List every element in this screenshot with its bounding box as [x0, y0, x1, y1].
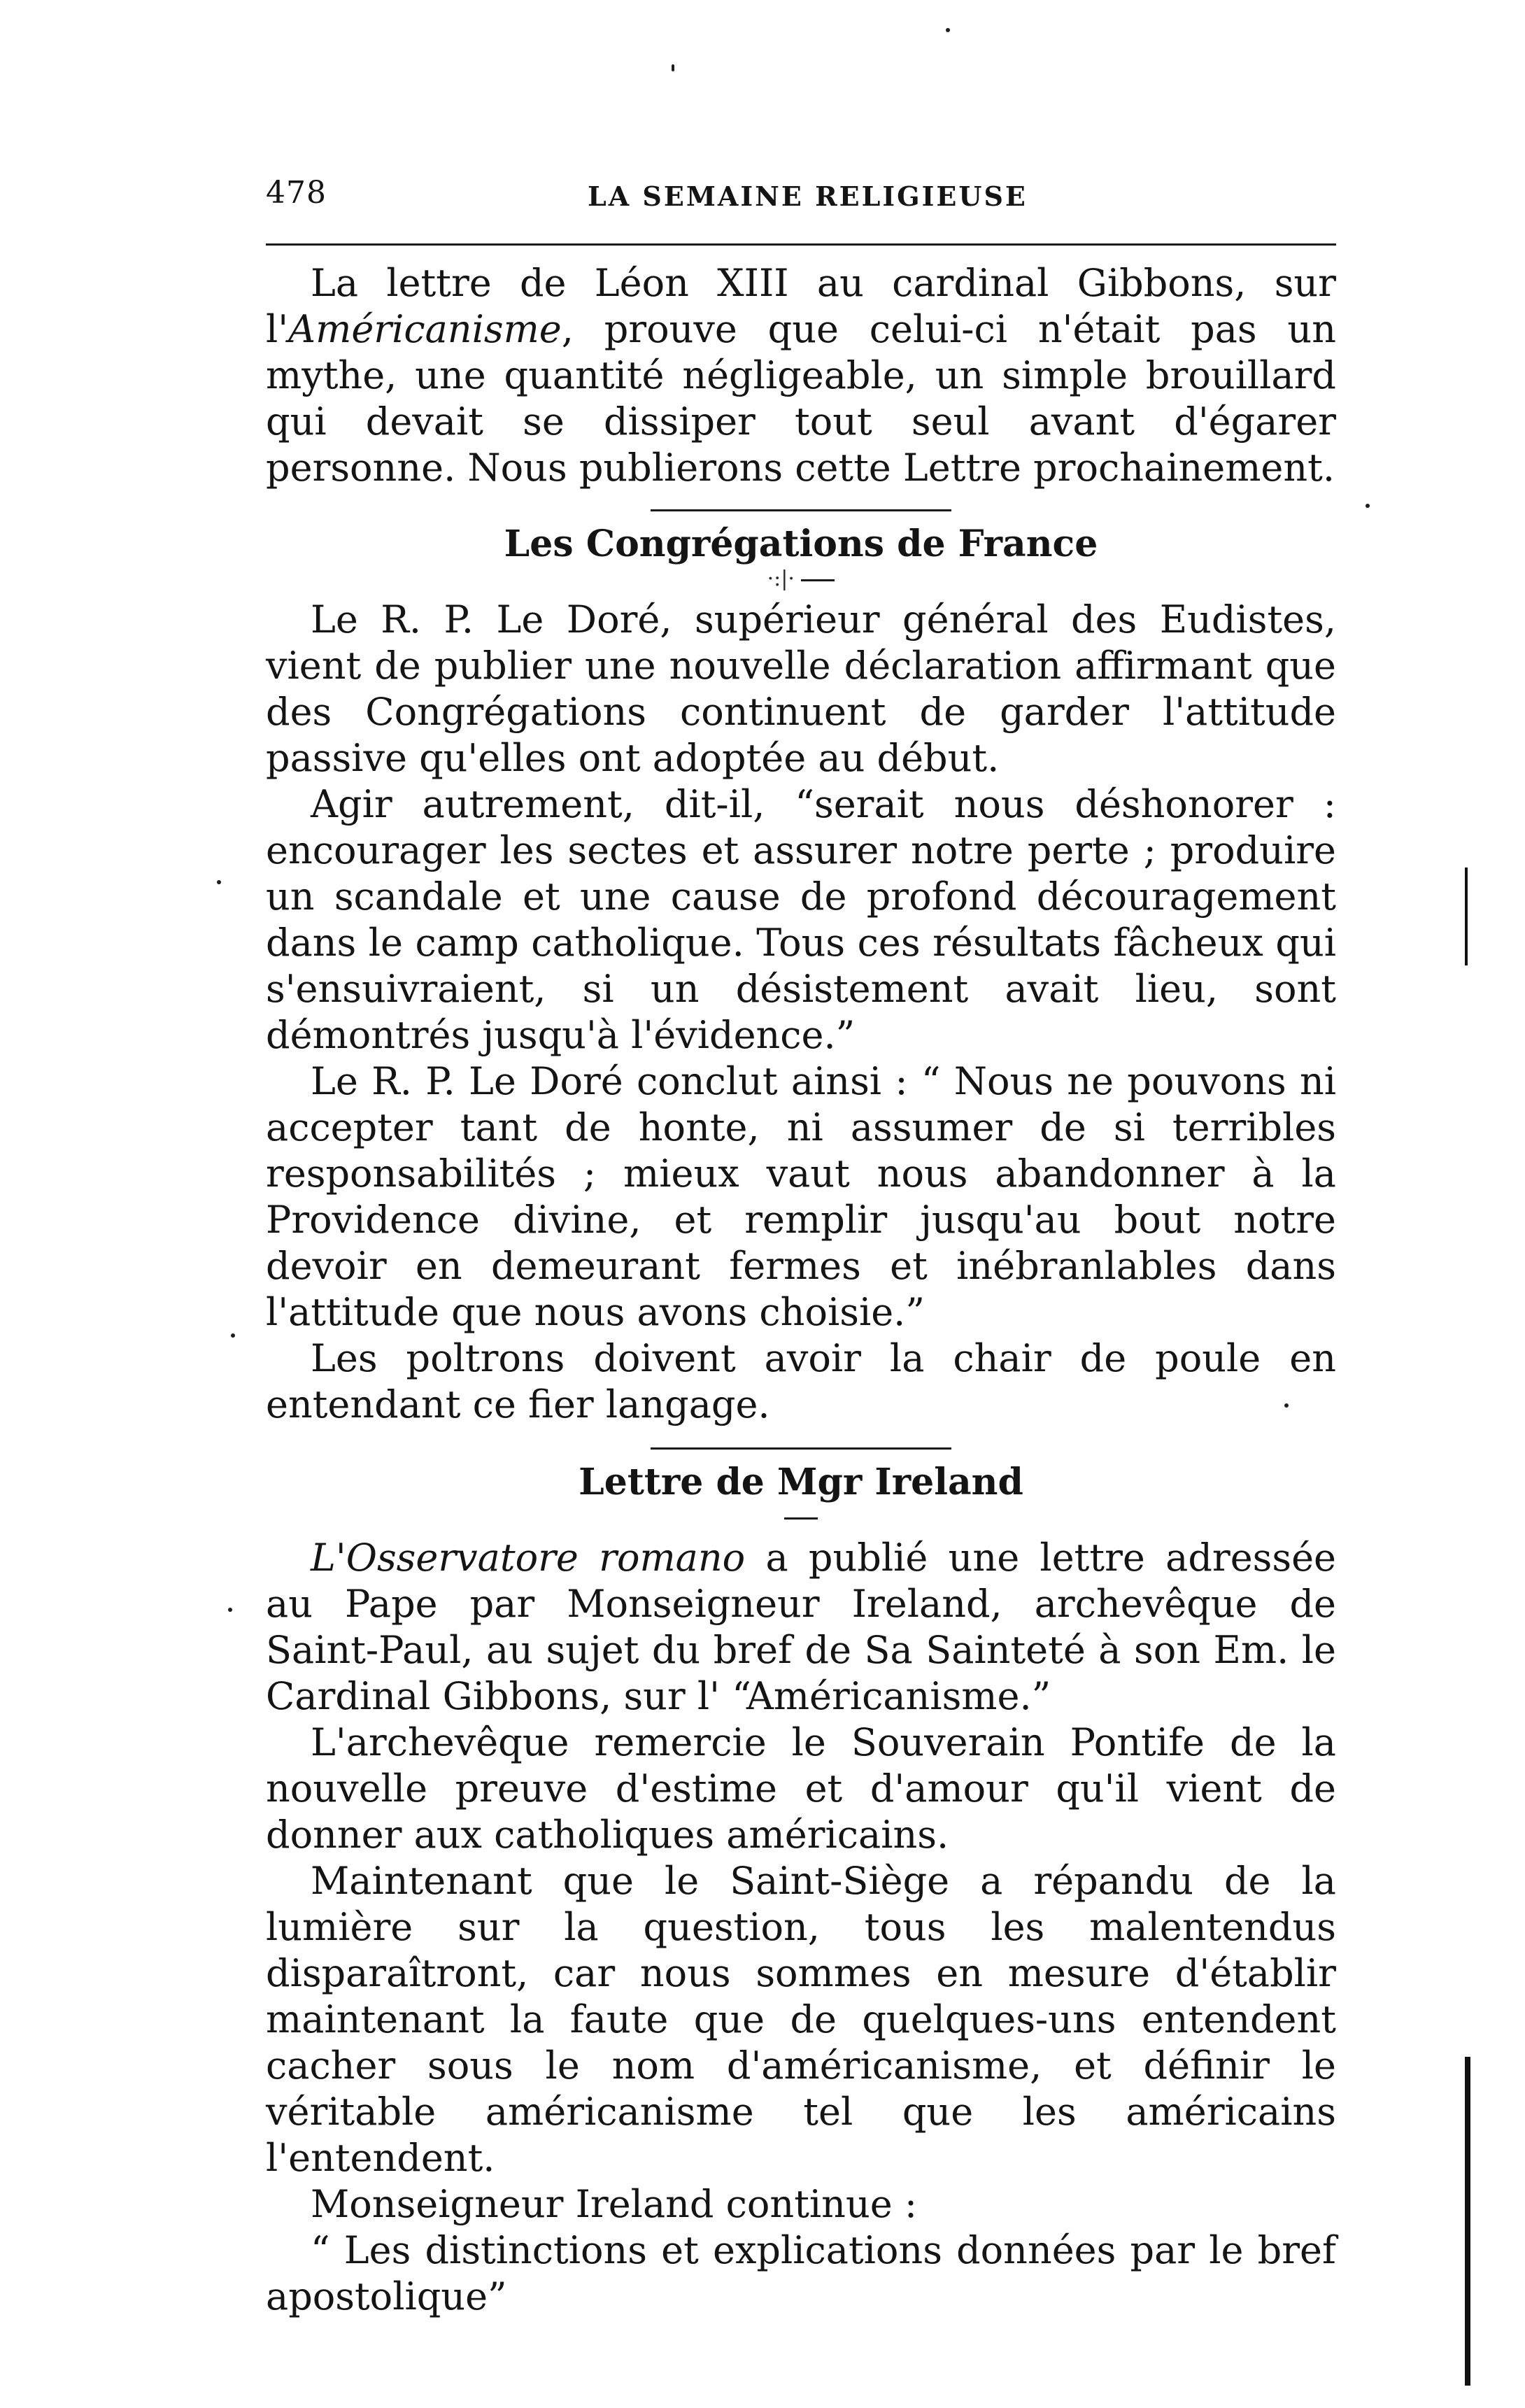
section-divider [651, 1447, 951, 1450]
running-title: LA SEMAINE RELIGIEUSE [588, 180, 1028, 212]
intro-italic-term: Américanisme [288, 307, 562, 351]
page-number: 478 [266, 175, 327, 211]
paragraph: Monseigneur Ireland continue : [311, 2182, 918, 2226]
paragraph-text: a publié une lettre adressée au Pape par Monseigneur Ireland, archevêque de Saint-Paul, au sujet du bref de Sa Sainteté à son Em. le Cardinal Gibbons, sur l' “Américanisme.” [266, 1536, 1336, 1718]
ornament-glyph: ·:|· [767, 567, 795, 591]
paragraph: L'archevêque remercie le Souverain Pontife de la nouvelle preuve d'estime et d'amour qu'il vient de donner aux catholiques américains. [266, 1720, 1336, 1857]
paragraph: Maintenant que le Saint-Siège a répandu de la lumière sur la question, tous les malentendus disparaîtront, car nous sommes en mesure d'établir maintenant la faute que de quelques-uns entendent cacher sous le nom d'américanisme, et définir le véritable américanisme tel que les américains l'entendent. [266, 1859, 1336, 2180]
newspaper-title: L'Osservatore romano [311, 1536, 746, 1580]
paragraph: Le R. P. Le Doré, supérieur général des Eudistes, vient de publier une nouvelle déclaration affirmant que des Congrégations continuent de garder l'attitude passive qu'elles ont adoptée au début. [266, 597, 1336, 780]
intro-text-after: , prouve que celui-ci n'était pas un mythe, une quantité négligeable, un simple brouillard qui devait se dissiper tout seul avant d'égarer personne. Nous publierons cette Lettre prochainement. [266, 307, 1336, 490]
intro-text-before: La lettre de Léon XIII au cardinal Gibbons, sur l' [266, 261, 1336, 351]
scan-edge-mark [1465, 867, 1468, 965]
ornament-bar [801, 579, 835, 581]
paragraph: Agir autrement, dit-il, “serait nous déshonorer : encourager les sectes et assurer notre perte ; produire un scandale et une cause de profond découragement dans le camp catholique. Tous ces résultats fâcheux qui s'ensuivraient, si un désistement avait lieu, sont démontrés jusqu'à l'évidence.” [266, 782, 1336, 1057]
section-title-ireland: Lettre de Mgr Ireland [579, 1461, 1023, 1503]
paragraph [266, 1535, 1336, 1720]
ornament [266, 1507, 1336, 1531]
intro-paragraph [266, 260, 1336, 491]
paragraph: “ Les distinctions et explications données par le bref apostolique” [266, 2228, 1336, 2318]
scan-edge-mark [1465, 2057, 1470, 2386]
section-title-congregations: Les Congrégations de France [504, 523, 1098, 565]
header-rule [266, 243, 1336, 246]
scan-speck [231, 1333, 235, 1338]
scan-speck [946, 28, 950, 32]
ornament-bar [784, 1517, 818, 1520]
scan-speck [1366, 504, 1370, 508]
scan-speck [217, 880, 221, 884]
running-header [266, 175, 1329, 224]
ornament [266, 569, 1336, 593]
scan-speck [672, 64, 674, 71]
article-body [266, 260, 1336, 2320]
section-divider [651, 509, 951, 511]
scan-speck [228, 1608, 232, 1612]
paragraph: Le R. P. Le Doré conclut ainsi : “ Nous ne pouvons ni accepter tant de honte, ni assumer de si terribles responsabilités ; mieux vaut nous abandonner à la Providence divine, et remplir jusqu'au bout notre devoir en demeurant fermes et inébranlables dans l'attitude que nous avons choisie.” [266, 1059, 1336, 1334]
paragraph: Les poltrons doivent avoir la chair de poule en entendant ce fier langage. [266, 1336, 1336, 1426]
